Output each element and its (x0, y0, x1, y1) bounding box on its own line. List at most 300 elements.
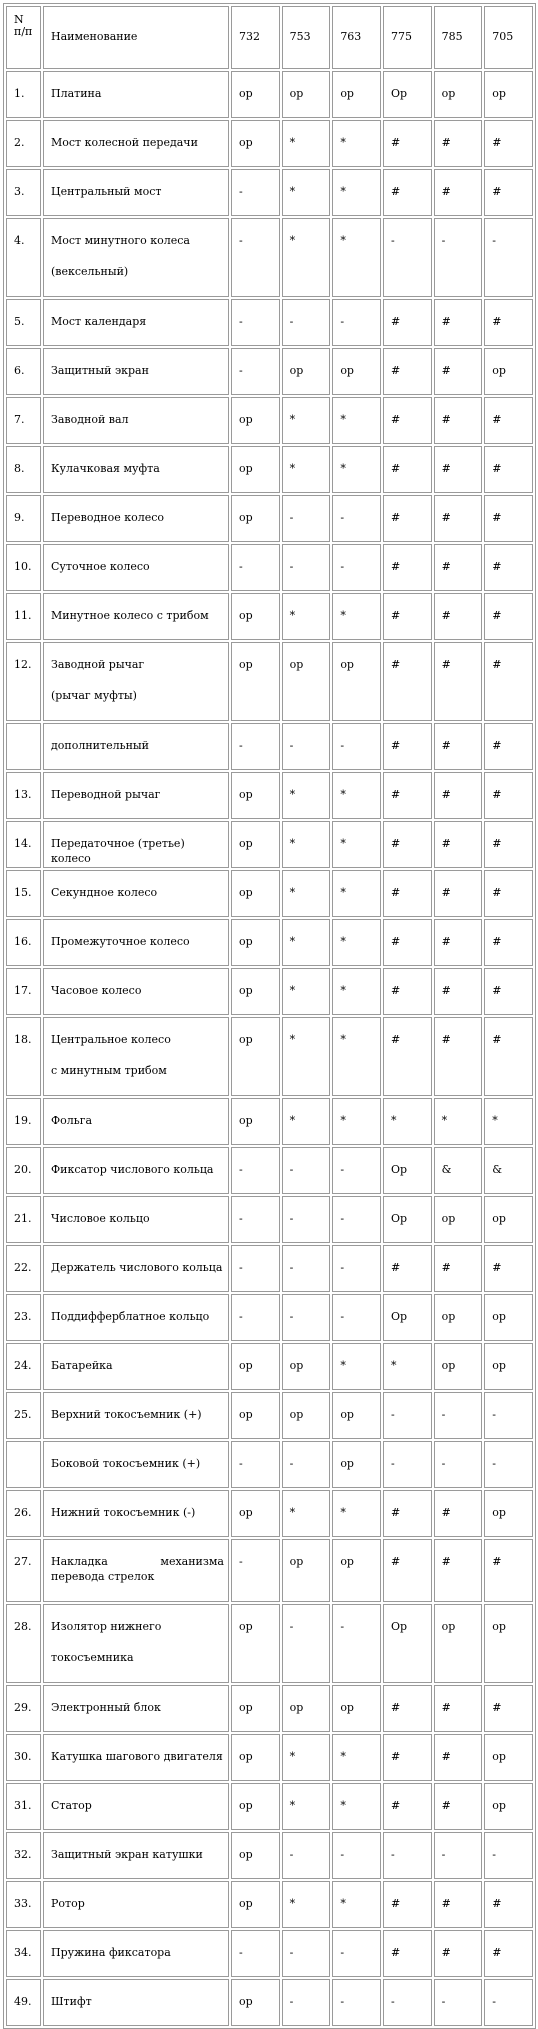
part-name-line: Минутное колесо с трибом (51, 609, 209, 622)
value-cell-705: - (484, 1979, 533, 2026)
value-cell-763: * (332, 870, 381, 917)
table-row (6, 821, 533, 868)
row-number: 20. (6, 1147, 41, 1194)
value-cell-785: # (434, 1734, 483, 1781)
part-name-line: Фиксатор числового кольца (51, 1163, 214, 1176)
row-number: 29. (6, 1685, 41, 1732)
value-cell-753: * (282, 397, 331, 444)
value-cell-753: * (282, 1490, 331, 1537)
header-model-705: 705 (484, 6, 533, 69)
value-cell-775: # (383, 1490, 432, 1537)
table-row (6, 1604, 533, 1683)
part-name-line: Мост минутного колеса (51, 234, 190, 247)
row-number: 8. (6, 446, 41, 493)
table-row (6, 968, 533, 1015)
part-name-line: Заводной вал (51, 413, 129, 426)
value-cell-763: - (332, 1245, 381, 1292)
row-number: 21. (6, 1196, 41, 1243)
value-cell-775: - (383, 1392, 432, 1439)
value-cell-753: * (282, 1098, 331, 1145)
header-model-753: 753 (282, 6, 331, 69)
value-cell-785: # (434, 1245, 483, 1292)
value-cell-763: * (332, 772, 381, 819)
part-name-cell (43, 1783, 229, 1830)
value-cell-753: * (282, 919, 331, 966)
value-cell-753: ор (282, 1685, 331, 1732)
value-cell-785: - (434, 218, 483, 297)
row-number: 33. (6, 1881, 41, 1928)
value-cell-753: * (282, 1783, 331, 1830)
value-cell-775: - (383, 1979, 432, 2026)
value-cell-785: ор (434, 1196, 483, 1243)
value-cell-753: - (282, 1441, 331, 1488)
value-cell-775: # (383, 397, 432, 444)
part-name-cell (43, 169, 229, 216)
part-name-line: Нижний токосъемник (-) (51, 1506, 196, 1519)
part-name-line: (вексельный) (51, 265, 129, 278)
value-cell-785: & (434, 1147, 483, 1194)
value-cell-732: - (231, 169, 280, 216)
table-row (6, 218, 533, 297)
part-name-line: Верхний токосъемник (+) (51, 1408, 202, 1421)
value-cell-753: - (282, 1245, 331, 1292)
part-name-cell (43, 1881, 229, 1928)
row-number: 17. (6, 968, 41, 1015)
value-cell-775: # (383, 593, 432, 640)
value-cell-763: - (332, 299, 381, 346)
part-name-cell (43, 870, 229, 917)
value-cell-775: # (383, 1734, 432, 1781)
value-cell-732: ор (231, 1017, 280, 1096)
value-cell-732: - (231, 299, 280, 346)
part-name-line: Центральное колесо (51, 1033, 171, 1046)
value-cell-732: ор (231, 446, 280, 493)
value-cell-775: # (383, 1783, 432, 1830)
part-name-line: токосъемника (51, 1651, 134, 1664)
header-model-732: 732 (231, 6, 280, 69)
row-number: 11. (6, 593, 41, 640)
part-name-cell (43, 446, 229, 493)
value-cell-775: * (383, 1098, 432, 1145)
table-row (6, 1979, 533, 2026)
row-number: 22. (6, 1245, 41, 1292)
value-cell-705: # (484, 1930, 533, 1977)
value-cell-753: - (282, 1604, 331, 1683)
part-name-line: Штифт (51, 1995, 92, 2008)
value-cell-732: - (231, 1294, 280, 1341)
value-cell-763: * (332, 218, 381, 297)
part-name-cell (43, 642, 229, 721)
part-name-cell (43, 593, 229, 640)
value-cell-732: ор (231, 1098, 280, 1145)
value-cell-732: ор (231, 1685, 280, 1732)
value-cell-775: # (383, 544, 432, 591)
part-name-cell (43, 1979, 229, 2026)
value-cell-732: ор (231, 1979, 280, 2026)
value-cell-763: * (332, 120, 381, 167)
value-cell-753: ор (282, 1539, 331, 1602)
value-cell-763: * (332, 919, 381, 966)
value-cell-753: ор (282, 1392, 331, 1439)
row-number: 14. (6, 821, 41, 868)
value-cell-763: ор (332, 348, 381, 395)
value-cell-705: # (484, 723, 533, 770)
value-cell-705: ор (484, 1783, 533, 1830)
value-cell-705: # (484, 593, 533, 640)
value-cell-785: # (434, 1685, 483, 1732)
value-cell-785: ор (434, 71, 483, 118)
value-cell-705: # (484, 120, 533, 167)
part-name-line: Защитный экран катушки (51, 1848, 203, 1861)
value-cell-705: ор (484, 1294, 533, 1341)
value-cell-785: # (434, 1881, 483, 1928)
value-cell-705: & (484, 1147, 533, 1194)
value-cell-763: * (332, 1783, 381, 1830)
value-cell-705: # (484, 446, 533, 493)
row-number: 27. (6, 1539, 41, 1602)
table-row (6, 1490, 533, 1537)
row-number: 12. (6, 642, 41, 721)
part-name-line: Ротор (51, 1897, 85, 1910)
value-cell-753: ор (282, 348, 331, 395)
value-cell-775: # (383, 1930, 432, 1977)
value-cell-732: - (231, 1441, 280, 1488)
table-row (6, 772, 533, 819)
value-cell-775: # (383, 1881, 432, 1928)
part-name-cell (43, 1196, 229, 1243)
value-cell-753: * (282, 218, 331, 297)
value-cell-763: - (332, 1294, 381, 1341)
value-cell-753: ор (282, 1343, 331, 1390)
value-cell-753: ор (282, 71, 331, 118)
value-cell-785: # (434, 446, 483, 493)
table-row (6, 544, 533, 591)
value-cell-775: - (383, 218, 432, 297)
value-cell-763: - (332, 723, 381, 770)
part-name-cell (43, 495, 229, 542)
row-number: 24. (6, 1343, 41, 1390)
part-name-cell (43, 723, 229, 770)
value-cell-775: # (383, 919, 432, 966)
part-name-line: Батарейка (51, 1359, 113, 1372)
value-cell-785: # (434, 968, 483, 1015)
value-cell-785: # (434, 1539, 483, 1602)
part-name-line: Пружина фиксатора (51, 1946, 171, 1959)
header-num-label: N (14, 13, 24, 26)
value-cell-785: # (434, 919, 483, 966)
value-cell-775: # (383, 1017, 432, 1096)
value-cell-732: ор (231, 1832, 280, 1879)
row-number: 7. (6, 397, 41, 444)
part-name-line: Держатель числового кольца (51, 1261, 223, 1274)
table-row (6, 71, 533, 118)
value-cell-775: Ор (383, 1196, 432, 1243)
value-cell-785: # (434, 1490, 483, 1537)
row-number: 32. (6, 1832, 41, 1879)
value-cell-785: # (434, 397, 483, 444)
value-cell-732: - (231, 1196, 280, 1243)
part-name-line: Фольга (51, 1114, 93, 1127)
part-name-cell (43, 1245, 229, 1292)
part-name-line: Переводной рычаг (51, 788, 161, 801)
header-model-763: 763 (332, 6, 381, 69)
value-cell-785: # (434, 495, 483, 542)
value-cell-732: ор (231, 1490, 280, 1537)
value-cell-705: - (484, 1441, 533, 1488)
parts-table (3, 3, 536, 2029)
value-cell-775: - (383, 1441, 432, 1488)
header-model-775: 775 (383, 6, 432, 69)
part-name-line: Боковой токосъемник (+) (51, 1457, 201, 1470)
value-cell-775: # (383, 1245, 432, 1292)
part-name-cell (43, 1017, 229, 1096)
value-cell-775: Ор (383, 1294, 432, 1341)
value-cell-785: # (434, 772, 483, 819)
value-cell-785: # (434, 299, 483, 346)
value-cell-775: # (383, 120, 432, 167)
row-number: 5. (6, 299, 41, 346)
part-name-cell (43, 1441, 229, 1488)
value-cell-753: * (282, 772, 331, 819)
value-cell-763: ор (332, 642, 381, 721)
part-name-line: Секундное колесо (51, 886, 158, 899)
row-number (6, 723, 41, 770)
part-name-line: Заводной рычаг (51, 658, 145, 671)
part-name-cell (43, 397, 229, 444)
value-cell-785: - (434, 1832, 483, 1879)
value-cell-763: * (332, 1098, 381, 1145)
part-name-line: Передаточное (третье) колесо (51, 837, 185, 865)
value-cell-775: # (383, 642, 432, 721)
value-cell-763: - (332, 495, 381, 542)
value-cell-732: ор (231, 1604, 280, 1683)
table-row (6, 1245, 533, 1292)
value-cell-763: - (332, 1604, 381, 1683)
value-cell-705: - (484, 218, 533, 297)
value-cell-732: - (231, 723, 280, 770)
value-cell-732: - (231, 1147, 280, 1194)
part-name-cell (43, 1930, 229, 1977)
value-cell-785: ор (434, 1294, 483, 1341)
part-name-line: дополнительный (51, 739, 149, 752)
value-cell-705: * (484, 1098, 533, 1145)
value-cell-705: ор (484, 71, 533, 118)
table-row (6, 1881, 533, 1928)
part-name-line: Защитный экран (51, 364, 149, 377)
value-cell-732: ор (231, 593, 280, 640)
table-row (6, 1441, 533, 1488)
value-cell-775: # (383, 495, 432, 542)
value-cell-763: * (332, 968, 381, 1015)
value-cell-775: # (383, 968, 432, 1015)
table-row (6, 495, 533, 542)
table-row (6, 1294, 533, 1341)
value-cell-705: # (484, 169, 533, 216)
value-cell-705: # (484, 544, 533, 591)
value-cell-732: ор (231, 772, 280, 819)
part-name-cell (43, 1343, 229, 1390)
value-cell-763: ор (332, 71, 381, 118)
value-cell-705: ор (484, 1490, 533, 1537)
value-cell-732: ор (231, 1881, 280, 1928)
table-row (6, 120, 533, 167)
part-name-cell (43, 772, 229, 819)
value-cell-753: * (282, 821, 331, 868)
part-name-cell (43, 919, 229, 966)
value-cell-732: - (231, 218, 280, 297)
part-name-line: Часовое колесо (51, 984, 142, 997)
value-cell-753: ор (282, 642, 331, 721)
value-cell-753: * (282, 593, 331, 640)
value-cell-732: ор (231, 1392, 280, 1439)
value-cell-763: * (332, 821, 381, 868)
value-cell-732: ор (231, 919, 280, 966)
value-cell-785: # (434, 120, 483, 167)
value-cell-732: ор (231, 71, 280, 118)
value-cell-732: - (231, 1245, 280, 1292)
part-name-line: Промежуточное колесо (51, 935, 190, 948)
header-name-cell: Наименование (43, 6, 229, 69)
value-cell-785: - (434, 1392, 483, 1439)
value-cell-705: ор (484, 1343, 533, 1390)
value-cell-763: * (332, 1490, 381, 1537)
value-cell-705: - (484, 1832, 533, 1879)
value-cell-763: ор (332, 1392, 381, 1439)
value-cell-753: * (282, 446, 331, 493)
value-cell-732: ор (231, 642, 280, 721)
value-cell-705: ор (484, 1196, 533, 1243)
value-cell-705: # (484, 870, 533, 917)
row-number: 4. (6, 218, 41, 297)
value-cell-753: * (282, 1734, 331, 1781)
row-number (6, 1441, 41, 1488)
value-cell-785: # (434, 642, 483, 721)
value-cell-705: # (484, 495, 533, 542)
value-cell-753: * (282, 1017, 331, 1096)
value-cell-785: # (434, 723, 483, 770)
value-cell-763: ор (332, 1441, 381, 1488)
part-name-line: Катушка шагового двигателя (51, 1750, 223, 1763)
value-cell-705: # (484, 299, 533, 346)
part-name-line: Центральный мост (51, 185, 162, 198)
part-name-line: Платина (51, 87, 102, 100)
value-cell-785: - (434, 1979, 483, 2026)
value-cell-753: * (282, 169, 331, 216)
header-num-cell (6, 6, 41, 69)
value-cell-705: # (484, 821, 533, 868)
value-cell-732: ор (231, 821, 280, 868)
part-name-cell (43, 1490, 229, 1537)
value-cell-785: # (434, 348, 483, 395)
row-number: 9. (6, 495, 41, 542)
row-number: 10. (6, 544, 41, 591)
part-name-cell (43, 1832, 229, 1879)
row-number: 31. (6, 1783, 41, 1830)
value-cell-763: * (332, 1017, 381, 1096)
value-cell-785: # (434, 1017, 483, 1096)
value-cell-763: * (332, 593, 381, 640)
value-cell-732: ор (231, 1734, 280, 1781)
table-row (6, 919, 533, 966)
value-cell-763: * (332, 1881, 381, 1928)
row-number: 6. (6, 348, 41, 395)
value-cell-753: * (282, 870, 331, 917)
value-cell-763: - (332, 1930, 381, 1977)
value-cell-785: ор (434, 1604, 483, 1683)
table-row (6, 642, 533, 721)
part-name-cell (43, 1294, 229, 1341)
table-row (6, 1196, 533, 1243)
value-cell-775: # (383, 1539, 432, 1602)
value-cell-753: - (282, 299, 331, 346)
value-cell-732: - (231, 544, 280, 591)
value-cell-753: - (282, 1832, 331, 1879)
value-cell-753: - (282, 1294, 331, 1341)
value-cell-705: # (484, 642, 533, 721)
value-cell-705: # (484, 1539, 533, 1602)
part-name-line: Статор (51, 1799, 92, 1812)
value-cell-775: # (383, 348, 432, 395)
value-cell-785: # (434, 870, 483, 917)
part-name-line: Числовое кольцо (51, 1212, 150, 1225)
value-cell-763: - (332, 1196, 381, 1243)
value-cell-753: - (282, 1147, 331, 1194)
part-name-cell (43, 821, 229, 868)
header-num-sublabel: п/п (14, 25, 33, 38)
part-name-cell (43, 348, 229, 395)
table-row (6, 397, 533, 444)
value-cell-705: - (484, 1392, 533, 1439)
part-name-line: с минутным трибом (51, 1064, 167, 1077)
part-name-cell (43, 1147, 229, 1194)
part-name-line: Поддифферблатное кольцо (51, 1310, 210, 1323)
value-cell-705: # (484, 772, 533, 819)
value-cell-763: - (332, 1832, 381, 1879)
value-cell-705: ор (484, 1734, 533, 1781)
row-number: 49. (6, 1979, 41, 2026)
table-row (6, 1392, 533, 1439)
value-cell-785: * (434, 1098, 483, 1145)
value-cell-705: # (484, 1017, 533, 1096)
part-name-cell (43, 1098, 229, 1145)
value-cell-732: ор (231, 1343, 280, 1390)
table-row (6, 1147, 533, 1194)
part-name-cell (43, 218, 229, 297)
value-cell-775: # (383, 169, 432, 216)
value-cell-785: # (434, 821, 483, 868)
value-cell-775: Ор (383, 1604, 432, 1683)
value-cell-705: # (484, 397, 533, 444)
value-cell-763: ор (332, 1539, 381, 1602)
row-number: 3. (6, 169, 41, 216)
table-row (6, 169, 533, 216)
value-cell-775: * (383, 1343, 432, 1390)
value-cell-775: # (383, 723, 432, 770)
value-cell-753: * (282, 968, 331, 1015)
value-cell-785: # (434, 593, 483, 640)
table-row (6, 723, 533, 770)
part-name-line: Изолятор нижнего (51, 1620, 162, 1633)
part-name-cell (43, 1734, 229, 1781)
value-cell-753: - (282, 723, 331, 770)
value-cell-775: # (383, 299, 432, 346)
value-cell-785: # (434, 544, 483, 591)
part-name-line: Мост календаря (51, 315, 147, 328)
value-cell-763: * (332, 1734, 381, 1781)
part-name-cell (43, 544, 229, 591)
value-cell-785: ор (434, 1343, 483, 1390)
part-name-line: Мост колесной передачи (51, 136, 198, 149)
